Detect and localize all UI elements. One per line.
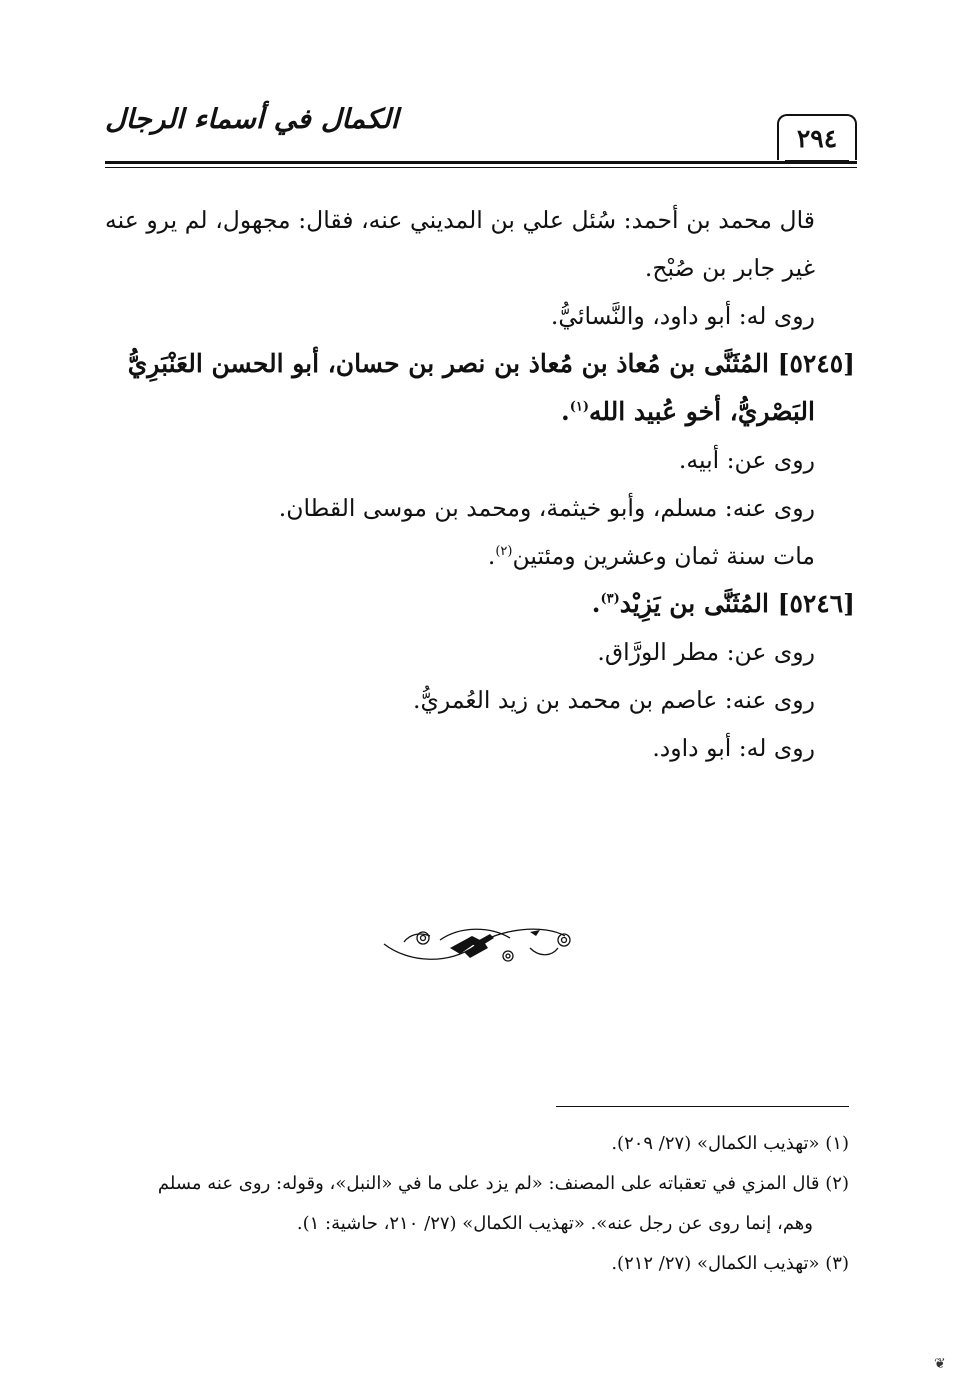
footnote-ref-2: (٢) [495, 544, 513, 560]
entry-5245-heading: [٥٢٤٥] المُثَنَّى بن مُعاذ بن مُعاذ بن نصر بن حسان، أبو الحسن العَنْبَرِيُّ [127, 349, 855, 378]
footnotes [105, 1124, 849, 1284]
footnote-1: (١) «تهذيب الكمال» (٢٧/ ٢٠٩). [611, 1133, 849, 1154]
footnote-ref-3: (٣) [600, 591, 620, 607]
paragraph-5 [105, 532, 855, 580]
paragraph-7: روى عنه: عاصم بن محمد بن زيد العُمريُّ. [413, 686, 815, 714]
entry-5246-heading [105, 580, 855, 628]
entry-5245-end: . [560, 397, 570, 426]
paragraph-6: روى عن: مطر الورَّاق. [597, 638, 815, 666]
paragraph-3: روى عن: أبيه. [678, 446, 815, 474]
paragraph-5-text: مات سنة ثمان وعشرين ومئتين [512, 542, 815, 570]
footnote-3: (٣) «تهذيب الكمال» (٢٧/ ٢١٢). [611, 1253, 849, 1274]
footnote-ref-1: (١) [569, 399, 589, 415]
footnote-separator [556, 1106, 849, 1107]
paragraph-5-end: . [487, 542, 496, 570]
entry-5246-heading-text: [٥٢٤٦] المُثَنَّى بن يَزِيْد [619, 589, 855, 618]
footnote-2-cont: وهم، إنما روى عن رجل عنه». «تهذيب الكمال» (٢٧/ ٢١٠، حاشية: ١). [296, 1213, 813, 1234]
header-rule [105, 161, 857, 164]
page-header [105, 98, 857, 160]
page-number: ٢٩٤ [777, 114, 857, 160]
entry-5245-heading-cont [105, 388, 855, 436]
paragraph-2: روى له: أبو داود، والنَّسائيُّ. [550, 302, 815, 330]
floral-ornament-icon [380, 918, 575, 970]
main-text [105, 196, 855, 772]
entry-5245-heading-line2: البَصْريُّ، أخو عُبيد الله [588, 397, 815, 426]
paragraph-1: قال محمد بن أحمد: سُئل علي بن المديني عنه، فقال: مجهول، لم يرو عنه غير جابر بن صُبْح. [105, 206, 815, 282]
paragraph-4: روى عنه: مسلم، وأبو خيثمة، ومحمد بن موسى القطان. [278, 494, 815, 522]
paragraph-8: روى له: أبو داود. [652, 734, 815, 762]
entry-5246-end: . [591, 589, 601, 618]
footnote-2: (٢) قال المزي في تعقباته على المصنف: «لم يزد على ما في «النبل»، وقوله: روى عنه مسلم [157, 1173, 849, 1194]
running-title: الكمال في أسماء الرجال [105, 104, 399, 135]
corner-mark-icon: ❦ [934, 1356, 946, 1372]
header-rule-thin [105, 167, 857, 168]
